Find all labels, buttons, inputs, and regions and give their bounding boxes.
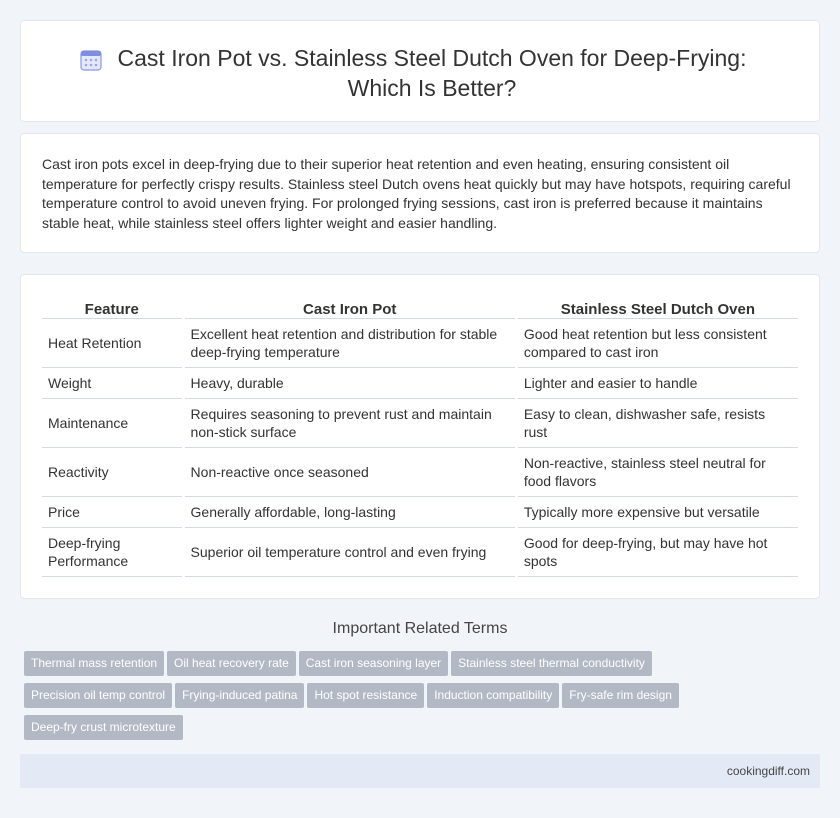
table-row bbox=[42, 497, 798, 528]
related-terms-title: Important Related Terms bbox=[332, 620, 508, 637]
table-cell: Good for deep-frying, but may have hot spots bbox=[518, 528, 798, 577]
table-cell: Deep-frying Performance bbox=[42, 528, 182, 577]
table-cell: Superior oil temperature control and even frying bbox=[185, 528, 515, 577]
column-header-stainless-steel: Stainless Steel Dutch Oven bbox=[518, 297, 798, 319]
table-cell: Non-reactive, stainless steel neutral for food flavors bbox=[518, 448, 798, 497]
table-header-row bbox=[42, 297, 798, 319]
comparison-table-card bbox=[20, 274, 820, 599]
table-cell: Excellent heat retention and distribution for stable deep-frying temperature bbox=[185, 319, 515, 368]
page-title: Cast Iron Pot vs. Stainless Steel Dutch Oven for Deep-Frying: Which Is Better? bbox=[117, 45, 747, 101]
table-row bbox=[42, 319, 798, 368]
related-term-tag[interactable]: Deep-fry crust microtexture bbox=[24, 715, 183, 740]
table-cell: Heat Retention bbox=[42, 319, 182, 368]
column-header-cast-iron: Cast Iron Pot bbox=[185, 297, 515, 319]
related-term-tag[interactable]: Cast iron seasoning layer bbox=[299, 651, 448, 676]
comparison-table bbox=[42, 297, 798, 577]
table-cell: Typically more expensive but versatile bbox=[518, 497, 798, 528]
title-card bbox=[20, 20, 820, 122]
table-row bbox=[42, 448, 798, 497]
table-cell: Maintenance bbox=[42, 399, 182, 448]
related-term-tag[interactable]: Thermal mass retention bbox=[24, 651, 164, 676]
intro-card bbox=[20, 133, 820, 253]
table-cell: Good heat retention but less consistent compared to cast iron bbox=[518, 319, 798, 368]
table-cell: Reactivity bbox=[42, 448, 182, 497]
table-row bbox=[42, 528, 798, 577]
footer-site-link[interactable]: cookingdiff.com bbox=[726, 764, 810, 778]
column-header-feature: Feature bbox=[42, 297, 182, 319]
table-cell: Weight bbox=[42, 368, 182, 399]
table-row bbox=[42, 368, 798, 399]
table-cell: Easy to clean, dishwasher safe, resists rust bbox=[518, 399, 798, 448]
table-row bbox=[42, 399, 798, 448]
intro-paragraph: Cast iron pots excel in deep-frying due to their superior heat retention and even heating, ensuring consistent oil temperature for perfectly crispy results. Stainless steel Dutch ovens heat quickly but may have hotspots, requiring careful temperature control to avoid uneven frying. For prolonged frying sessions, cast iron is preferred because it maintains stable heat, while stainless steel offers lighter weight and easier handling. bbox=[42, 156, 791, 231]
related-term-tag[interactable]: Frying-induced patina bbox=[175, 683, 304, 708]
table-cell: Generally affordable, long-lasting bbox=[185, 497, 515, 528]
related-terms-tags bbox=[24, 651, 724, 747]
related-term-tag[interactable]: Hot spot resistance bbox=[307, 683, 424, 708]
table-cell: Heavy, durable bbox=[185, 368, 515, 399]
related-term-tag[interactable]: Oil heat recovery rate bbox=[167, 651, 296, 676]
related-term-tag[interactable]: Precision oil temp control bbox=[24, 683, 172, 708]
table-cell: Lighter and easier to handle bbox=[518, 368, 798, 399]
related-term-tag[interactable]: Fry-safe rim design bbox=[562, 683, 679, 708]
table-cell: Requires seasoning to prevent rust and maintain non-stick surface bbox=[185, 399, 515, 448]
table-cell: Non-reactive once seasoned bbox=[185, 448, 515, 497]
related-term-tag[interactable]: Induction compatibility bbox=[427, 683, 559, 708]
related-term-tag[interactable]: Stainless steel thermal conductivity bbox=[451, 651, 652, 676]
title-wrap bbox=[21, 43, 819, 103]
footer bbox=[20, 754, 820, 788]
table-cell: Price bbox=[42, 497, 182, 528]
